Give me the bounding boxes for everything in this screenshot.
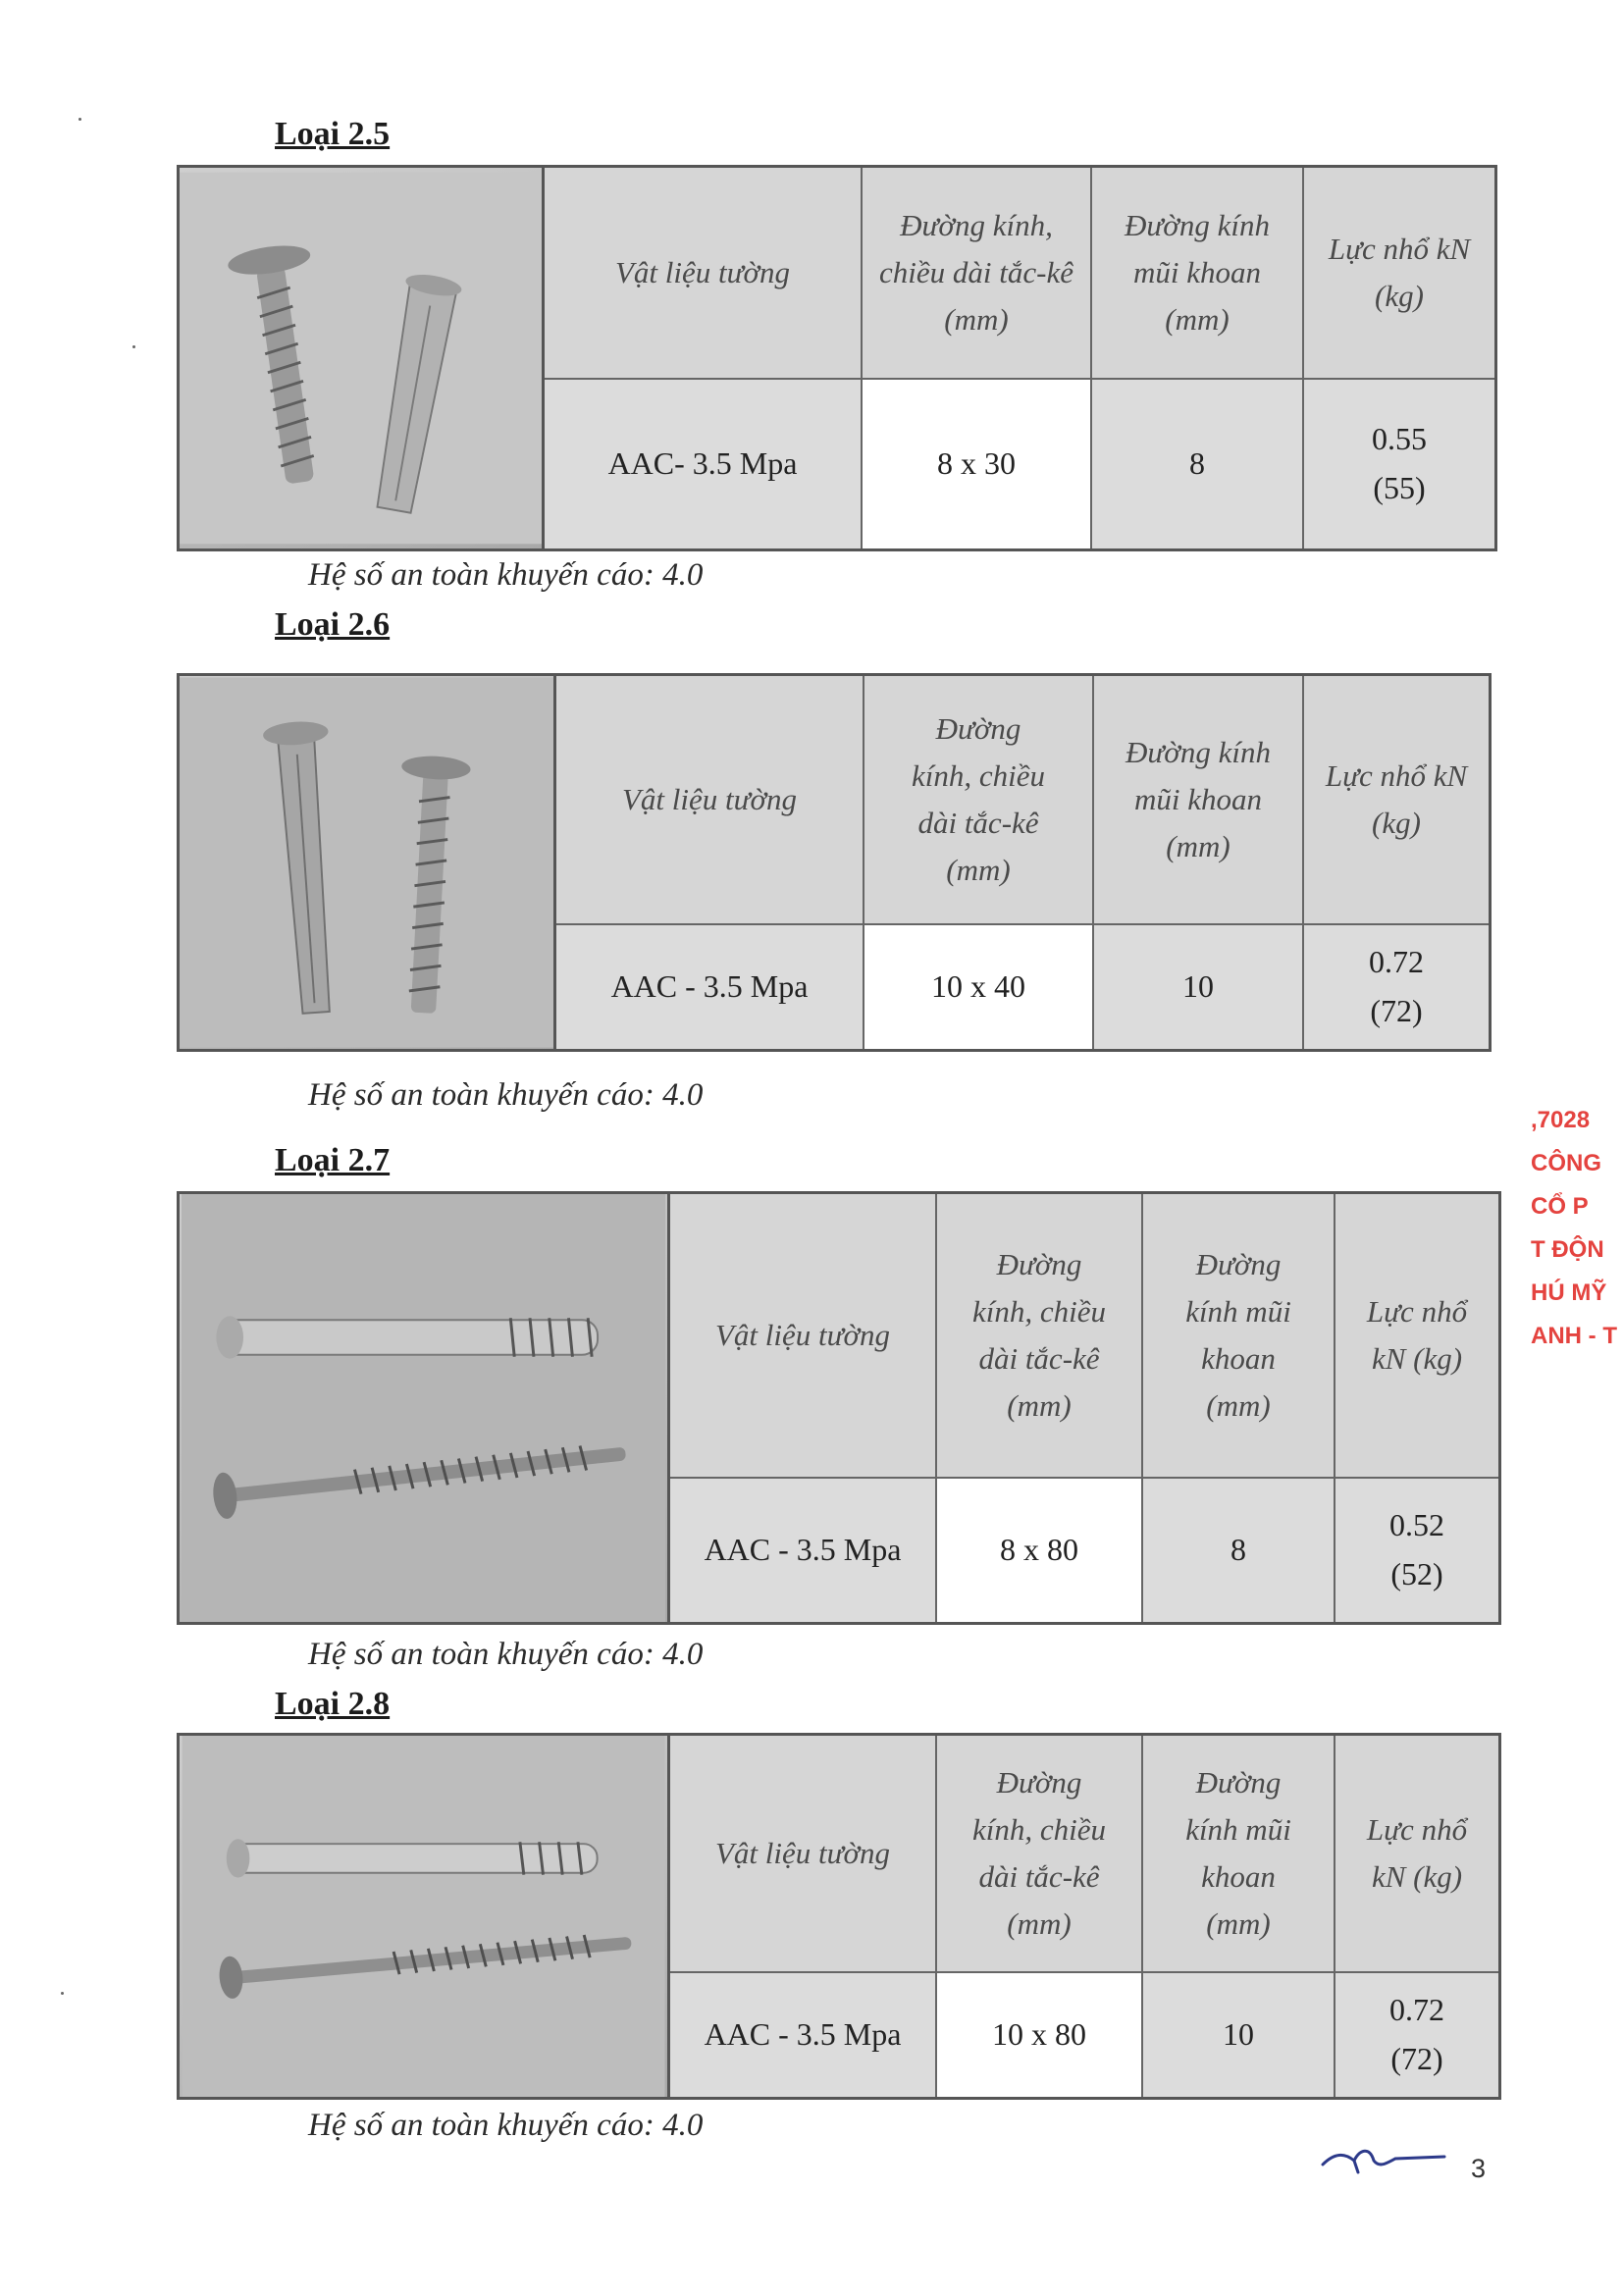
company-stamp xyxy=(1531,1099,1623,1393)
section-title: Loại 2.8 xyxy=(275,1686,391,1722)
safety-factor-note: Hệ số an toàn khuyến cáo: 4.0 xyxy=(308,1637,704,1672)
header-material: Vật liệu tường xyxy=(556,676,864,925)
safety-factor-note: Hệ số an toàn khuyến cáo: 4.0 xyxy=(308,557,704,593)
screw-anchor-image xyxy=(180,1736,667,2097)
anchor-photo xyxy=(180,168,545,548)
header-pull-out: Lực nhổ kN (kg) xyxy=(1335,1194,1498,1479)
stamp-line: T ĐỘN xyxy=(1531,1236,1604,1263)
pull-out-kn: 0.55 xyxy=(1372,421,1427,457)
signature-initials xyxy=(1315,2139,1452,2178)
material-value: AAC - 3.5 Mpa xyxy=(556,925,864,1049)
header-material: Vật liệu tường xyxy=(545,168,863,380)
anchor-table-2-8 xyxy=(177,1733,1501,2100)
section-title: Loại 2.6 xyxy=(275,606,391,643)
header-diameter-length: Đường kính, chiều dài tắc-kê (mm) xyxy=(937,1736,1143,1973)
material-value: AAC- 3.5 Mpa xyxy=(545,380,863,548)
stamp-line: CỔ P xyxy=(1531,1193,1589,1220)
header-pull-out: Lực nhổ kN (kg) xyxy=(1304,676,1489,925)
drill-bit-value: 8 xyxy=(1143,1479,1335,1622)
safety-factor-note: Hệ số an toàn khuyến cáo: 4.0 xyxy=(308,1077,704,1113)
scan-speck xyxy=(61,1992,64,1995)
anchor-photo xyxy=(180,1736,670,2097)
anchor-table-2-5 xyxy=(177,165,1497,551)
material-value: AAC - 3.5 Mpa xyxy=(670,1479,937,1622)
anchor-table-2-7 xyxy=(177,1191,1501,1625)
material-value: AAC - 3.5 Mpa xyxy=(670,1973,937,2097)
section-title: Loại 2.5 xyxy=(275,116,391,152)
header-diameter-length: Đường kính, chiều dài tắc-kê (mm) xyxy=(863,168,1092,380)
anchor-table-2-6 xyxy=(177,673,1492,1052)
anchor-photo xyxy=(180,676,556,1049)
header-drill-bit: Đường kính mũi khoan (mm) xyxy=(1092,168,1304,380)
stamp-line: CÔNG xyxy=(1531,1150,1601,1176)
diameter-length-value: 8 x 80 xyxy=(937,1479,1143,1622)
header-drill-bit: Đường kính mũi khoan (mm) xyxy=(1094,676,1304,925)
header-material: Vật liệu tường xyxy=(670,1736,937,1973)
section-title: Loại 2.7 xyxy=(275,1142,391,1178)
pull-out-kn: 0.72 xyxy=(1389,1992,1444,2028)
header-material: Vật liệu tường xyxy=(670,1194,937,1479)
drill-bit-value: 10 xyxy=(1143,1973,1335,2097)
stamp-line: HÚ MỸ xyxy=(1531,1279,1607,1306)
safety-factor-note: Hệ số an toàn khuyến cáo: 4.0 xyxy=(308,2108,704,2143)
pull-out-value xyxy=(1304,925,1489,1049)
pull-out-value xyxy=(1335,1973,1498,2097)
diameter-length-value: 8 x 30 xyxy=(863,380,1092,548)
header-drill-bit: Đường kính mũi khoan (mm) xyxy=(1143,1736,1335,1973)
pull-out-value xyxy=(1304,380,1494,548)
screw-anchor-image xyxy=(180,676,553,1049)
anchor-photo xyxy=(180,1194,670,1622)
pull-out-value xyxy=(1335,1479,1498,1622)
anchor-spec-table xyxy=(545,168,1494,548)
pull-out-kg: (52) xyxy=(1390,1556,1443,1592)
stamp-line: ,7028 xyxy=(1531,1107,1591,1133)
screw-anchor-image xyxy=(180,1194,667,1622)
stamp-line: ANH - T xyxy=(1531,1323,1617,1349)
pull-out-kg: (72) xyxy=(1370,993,1423,1028)
diameter-length-value: 10 x 40 xyxy=(864,925,1094,1049)
diameter-length-value: 10 x 80 xyxy=(937,1973,1143,2097)
scan-speck xyxy=(132,345,135,348)
pull-out-kg: (55) xyxy=(1373,470,1426,505)
anchor-spec-table xyxy=(670,1736,1498,2097)
page-number: 3 xyxy=(1470,2154,1486,2183)
header-pull-out: Lực nhổ kN (kg) xyxy=(1304,168,1494,380)
header-drill-bit: Đường kính mũi khoan (mm) xyxy=(1143,1194,1335,1479)
screw-anchor-image xyxy=(180,168,542,548)
anchor-spec-table xyxy=(670,1194,1498,1622)
pull-out-kn: 0.72 xyxy=(1369,944,1424,980)
pull-out-kg: (72) xyxy=(1390,2041,1443,2076)
scan-speck xyxy=(79,118,81,121)
anchor-spec-table xyxy=(556,676,1489,1049)
drill-bit-value: 10 xyxy=(1094,925,1304,1049)
header-pull-out: Lực nhổ kN (kg) xyxy=(1335,1736,1498,1973)
header-diameter-length: Đường kính, chiều dài tắc-kê (mm) xyxy=(937,1194,1143,1479)
header-diameter-length: Đường kính, chiều dài tắc-kê (mm) xyxy=(864,676,1094,925)
drill-bit-value: 8 xyxy=(1092,380,1304,548)
pull-out-kn: 0.52 xyxy=(1389,1507,1444,1543)
